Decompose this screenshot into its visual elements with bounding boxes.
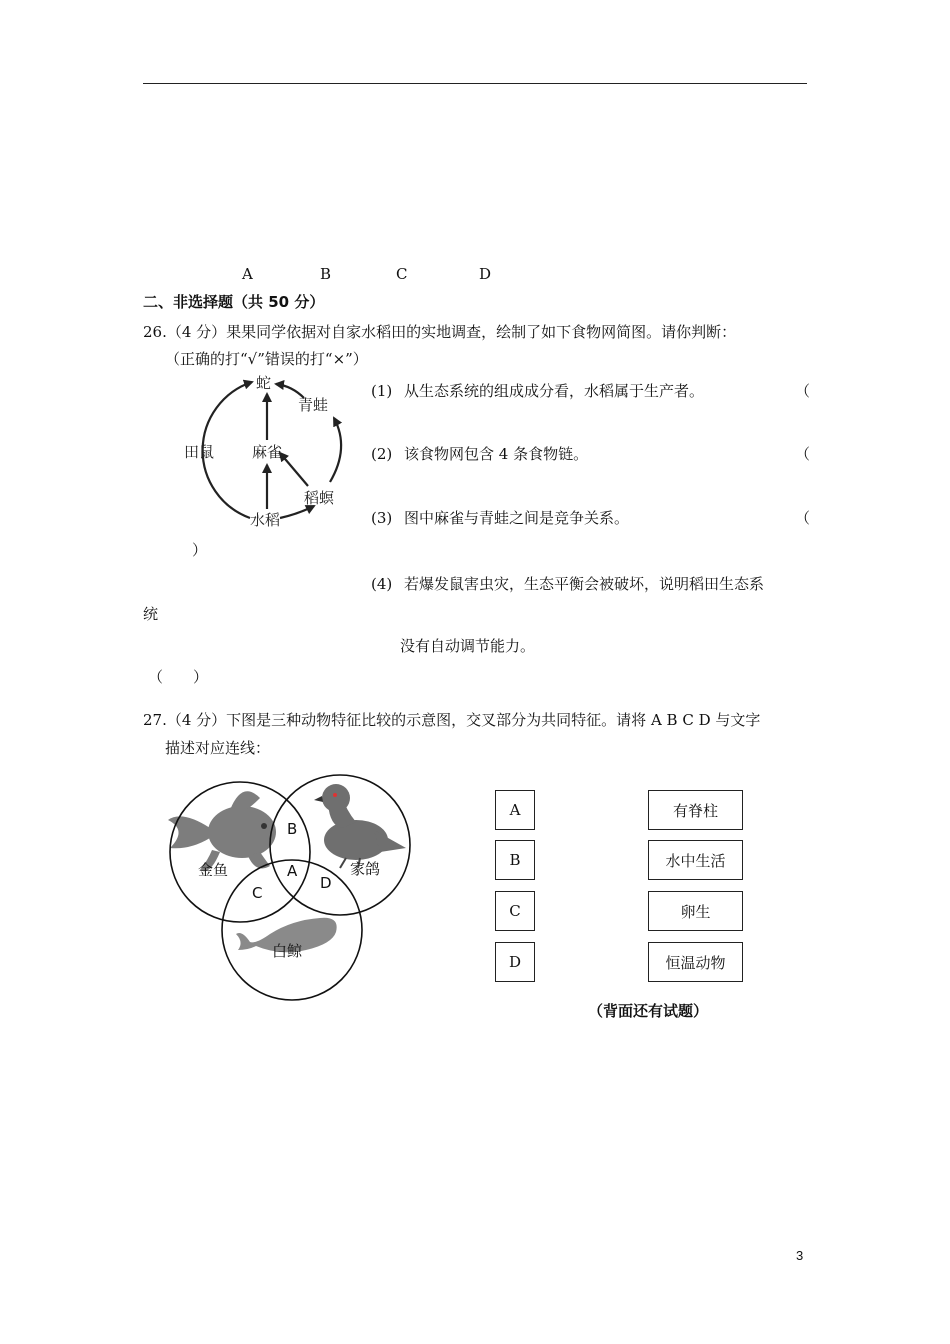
venn-region-b: B [287,820,298,838]
letter-box-b[interactable]: B [495,840,535,880]
q26-stmt2-num: (2) [371,445,393,463]
q26-stmt1-num: (1) [371,382,393,400]
prev-option-b: B [320,265,332,283]
q26-stmt3-paren: （ [795,509,811,527]
q26-stmt2-text: 该食物网包含 4 条食物链。 [404,445,589,463]
node-rat: 田鼠 [184,443,215,461]
q26-stmt1-paren: （ [795,382,811,400]
q26-stmt3-text: 图中麻雀与青蛙之间是竞争关系。 [404,509,630,527]
q26-stmt4-cont: 没有自动调节能力。 [400,637,536,655]
venn-label-beluga: 白鲸 [272,942,303,960]
node-snake: 蛇 [256,374,272,392]
q26-intro: 26.（4 分）果果同学依据对自家水稻田的实地调查，绘制了如下食物网简图。请你判断： [143,323,737,341]
goldfish-image [168,791,276,871]
node-frog: 青蛙 [298,396,329,414]
node-borer: 稻螟 [304,489,335,507]
q26-stmt4-num: (4) [371,575,393,593]
q26-stmt3-num: (3) [371,509,393,527]
venn-region-a: A [287,862,298,880]
q26-instruction: （正确的打“√”错误的打“×”） [165,350,368,368]
q27-intro2: 描述对应连线： [165,739,271,757]
arc-borer-frog [330,418,341,482]
venn-label-goldfish: 金鱼 [198,861,229,879]
q26-stmt2-paren: （ [795,445,811,463]
venn-label-pigeon: 家鸽 [350,860,381,878]
letter-box-a[interactable]: A [495,790,535,830]
venn-diagram [160,770,420,1005]
arrow-rice-borer [280,506,314,518]
letter-box-d[interactable]: D [495,942,535,982]
q26-stmt4-answer-paren: （ ） [148,668,209,686]
description-box-warm-blooded[interactable]: 恒温动物 [648,942,743,982]
q26-stmt1-text: 从生态系统的组成成分看，水稻属于生产者。 [404,382,705,400]
q26-stmt4-text: 若爆发鼠害虫灾，生态平衡会被破坏，说明稻田生态系 [404,575,765,593]
q27-intro: 27.（4 分）下图是三种动物特征比较的示意图，交叉部分为共同特征。请将 A B C D 与文字 [143,711,761,729]
prev-option-d: D [479,265,492,283]
q26-stmt3-paren-close: ） [192,541,208,559]
venn-region-d: D [320,874,332,892]
food-web-diagram [170,368,360,538]
section-heading: 二、非选择题（共 50 分） [143,293,325,311]
arrow-borer-sparrow [280,453,308,486]
description-box-oviparous[interactable]: 卵生 [648,891,743,931]
prev-option-a: A [242,265,253,283]
node-rice: 水稻 [250,511,281,529]
description-box-vertebral[interactable]: 有脊柱 [648,790,743,830]
back-page-note: （背面还有试题） [588,1002,709,1020]
header-rule [143,83,807,84]
q26-stmt4-wrap: 统 [143,605,159,623]
venn-region-c: C [252,884,263,902]
prev-option-c: C [396,265,408,283]
node-sparrow: 麻雀 [252,443,283,461]
page-number: 3 [796,1248,804,1263]
pigeon-image [314,784,406,868]
letter-box-c[interactable]: C [495,891,535,931]
description-box-aquatic[interactable]: 水中生活 [648,840,743,880]
